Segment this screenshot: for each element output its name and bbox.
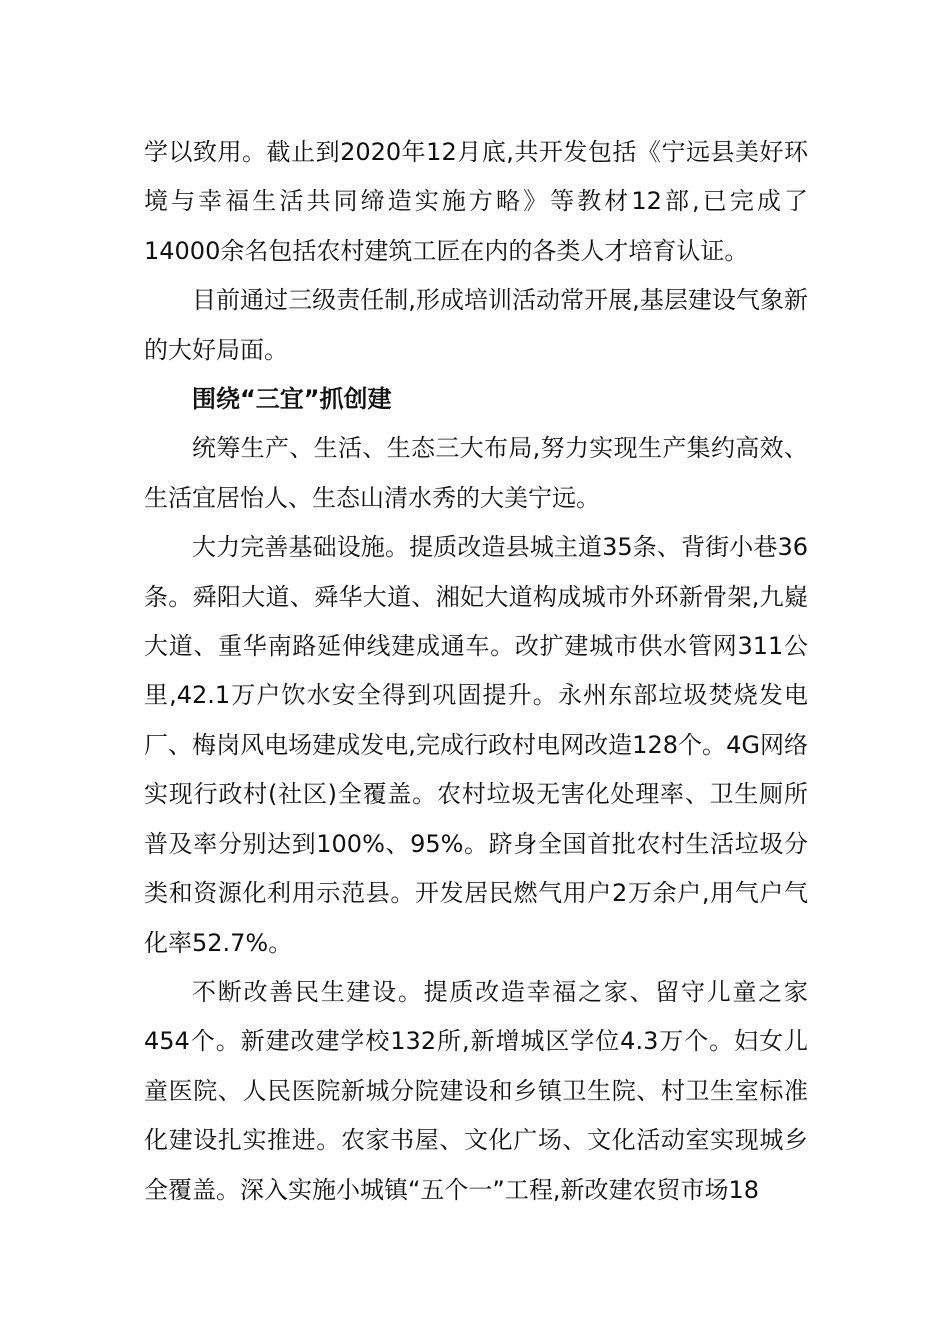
section-heading: 围绕“三宜”抓创建: [192, 385, 392, 414]
document-body: [144, 128, 808, 1215]
paragraph-three-layouts: 统筹生产、生活、生态三大布局,努力实现生产集约高效、生活宜居怡人、生态山清水秀的大美宁远。: [144, 434, 808, 512]
paragraph-continuation: 学以致用。截止到2020年12月底,共开发包括《宁远县美好环境与幸福生活共同缔造实施方略》等教材12部,已完成了14000余名包括农村建筑工匠在内的各类人才培育认证。: [144, 138, 808, 265]
paragraph-infrastructure: 大力完善基础设施。提质改造县城主道35条、背街小巷36条。舜阳大道、舜华大道、湘妃大道构成城市外环新骨架,九嶷大道、重华南路延伸线建成通车。改扩建城市供水管网311公里,42.1万户饮水安全得到巩固提升。永州东部垃圾焚烧发电厂、梅岗风电场建成发电,完成行政村电网改造128个。4G网络实现行政村(社区)全覆盖。农村垃圾无害化处理率、卫生厕所普及率分别达到100%、95%。跻身全国首批农村生活垃圾分类和资源化利用示范县。开发居民燃气用户2万余户,用气户气化率52.7%。: [144, 533, 808, 957]
paragraph-livelihood: 不断改善民生建设。提质改造幸福之家、留守儿童之家454个。新建改建学校132所,新增城区学位4.3万个。妇女儿童医院、人民医院新城分院建设和乡镇卫生院、村卫生室标准化建设扎实推进。农家书屋、文化广场、文化活动室实现城乡全覆盖。深入实施小城镇“五个一”工程,新改建农贸市场18: [144, 977, 808, 1204]
paragraph-responsibility-system: 目前通过三级责任制,形成培训活动常开展,基层建设气象新的大好局面。: [144, 286, 808, 364]
